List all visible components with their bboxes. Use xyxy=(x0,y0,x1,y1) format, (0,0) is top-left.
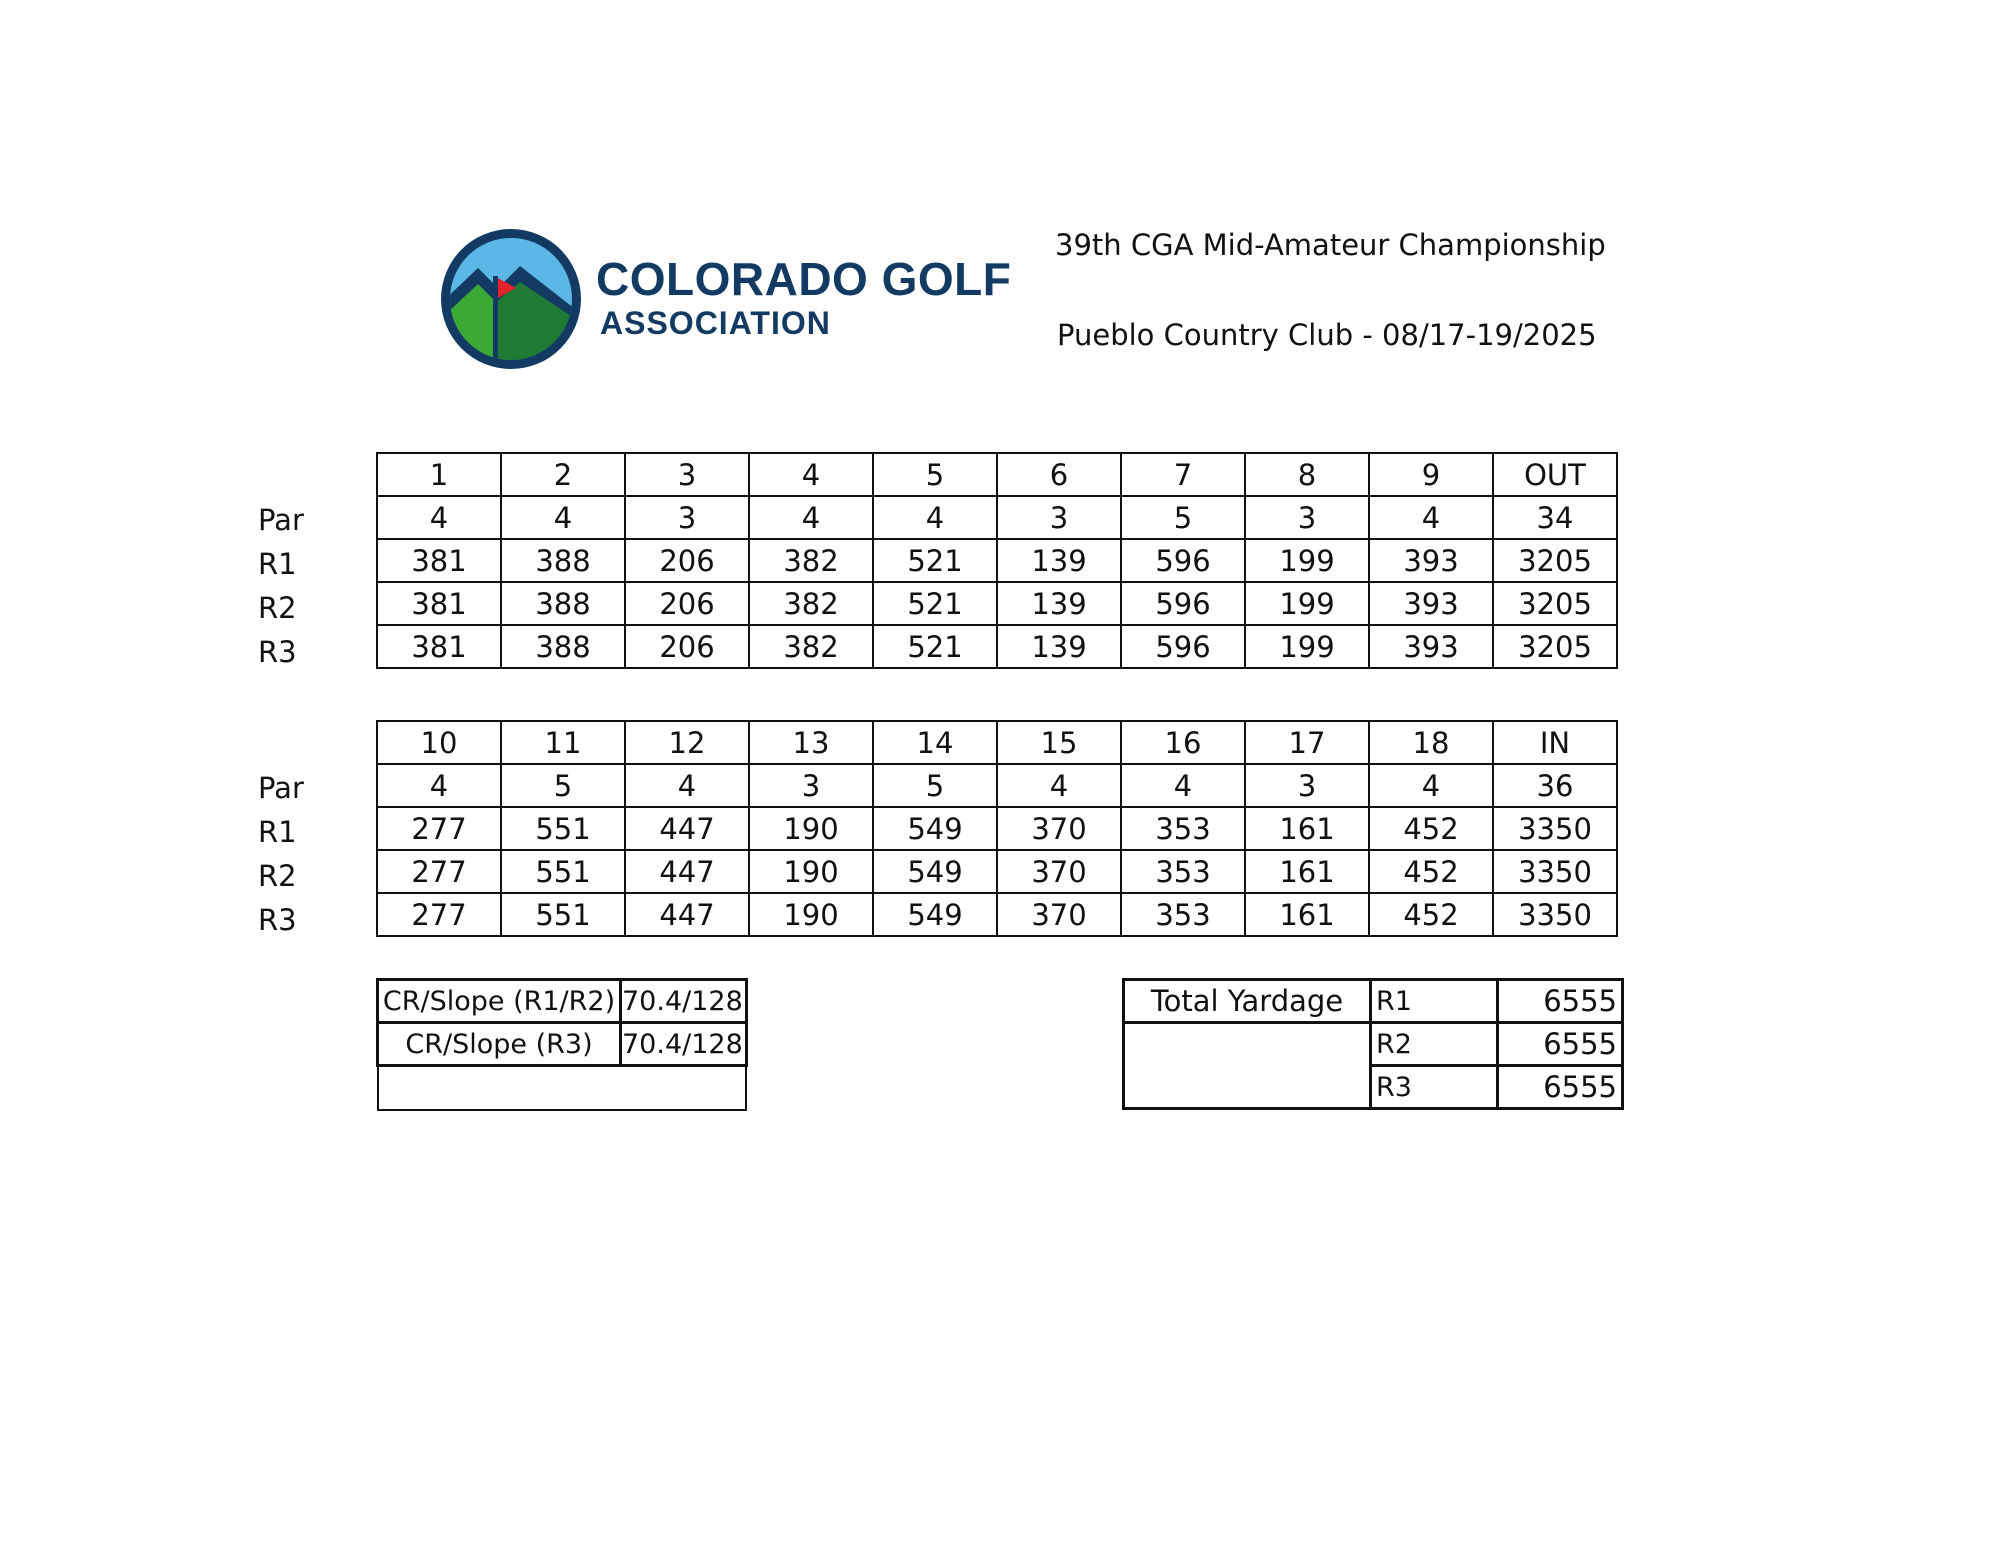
yardage-cell: 190 xyxy=(749,807,873,850)
scorecard-row-r3 xyxy=(377,893,1617,936)
logo-line-1: COLORADO GOLF xyxy=(596,253,1012,305)
yardage-cell: 199 xyxy=(1245,582,1369,625)
logo-wordmark xyxy=(596,254,1011,342)
yardage-row xyxy=(1124,1023,1623,1066)
yardage-cell: 381 xyxy=(377,582,501,625)
yardage-cell: 551 xyxy=(501,850,625,893)
par-cell: 3 xyxy=(625,496,749,539)
yardage-cell: 206 xyxy=(625,582,749,625)
par-cell: 34 xyxy=(1493,496,1617,539)
yardage-cell: 596 xyxy=(1121,625,1245,668)
yardage-cell: 393 xyxy=(1369,582,1493,625)
hole-number-row xyxy=(377,721,1617,764)
hole-number-cell: 15 xyxy=(997,721,1121,764)
yardage-cell: 370 xyxy=(997,893,1121,936)
cga-logo-icon xyxy=(438,226,584,372)
yardage-cell: 277 xyxy=(377,850,501,893)
yardage-round: R3 xyxy=(1371,1066,1498,1109)
yardage-cell: 388 xyxy=(501,625,625,668)
hole-number-cell: 6 xyxy=(997,453,1121,496)
yardage-cell: 549 xyxy=(873,893,997,936)
yardage-cell: 3205 xyxy=(1493,625,1617,668)
hole-number-cell: 13 xyxy=(749,721,873,764)
yardage-cell: 393 xyxy=(1369,539,1493,582)
course-rating-empty-row xyxy=(378,1066,747,1111)
yardage-cell: 206 xyxy=(625,539,749,582)
row-label-r3: R3 xyxy=(258,903,297,937)
yardage-cell: 139 xyxy=(997,625,1121,668)
cr-label: CR/Slope (R1/R2) xyxy=(378,980,621,1023)
empty-cell xyxy=(1124,1023,1371,1109)
yardage-row xyxy=(1124,980,1623,1023)
hole-number-cell: 8 xyxy=(1245,453,1369,496)
hole-number-cell: OUT xyxy=(1493,453,1617,496)
yardage-cell: 388 xyxy=(501,539,625,582)
yardage-cell: 353 xyxy=(1121,893,1245,936)
row-label-r2: R2 xyxy=(258,591,297,625)
hole-number-row xyxy=(377,453,1617,496)
back-nine-table xyxy=(376,720,1618,937)
course-rating-table xyxy=(376,978,748,1111)
hole-number-cell: 17 xyxy=(1245,721,1369,764)
yardage-cell: 161 xyxy=(1245,807,1369,850)
yardage-cell: 3350 xyxy=(1493,893,1617,936)
yardage-cell: 551 xyxy=(501,807,625,850)
yardage-value: 6555 xyxy=(1498,1066,1623,1109)
scorecard-row-r1 xyxy=(377,807,1617,850)
yardage-cell: 3205 xyxy=(1493,539,1617,582)
yardage-cell: 382 xyxy=(749,625,873,668)
yardage-cell: 277 xyxy=(377,893,501,936)
par-cell: 36 xyxy=(1493,764,1617,807)
hole-number-cell: 10 xyxy=(377,721,501,764)
scorecard-row-r2 xyxy=(377,850,1617,893)
course-rating-row xyxy=(378,980,747,1023)
yardage-value: 6555 xyxy=(1498,980,1623,1023)
yardage-cell: 3350 xyxy=(1493,850,1617,893)
yardage-cell: 199 xyxy=(1245,625,1369,668)
hole-number-cell: 16 xyxy=(1121,721,1245,764)
total-yardage-table xyxy=(1122,978,1624,1110)
yardage-round: R2 xyxy=(1371,1023,1498,1066)
yardage-cell: 382 xyxy=(749,539,873,582)
par-cell: 4 xyxy=(501,496,625,539)
yardage-cell: 452 xyxy=(1369,893,1493,936)
hole-number-cell: 12 xyxy=(625,721,749,764)
par-cell: 4 xyxy=(625,764,749,807)
yardage-cell: 277 xyxy=(377,807,501,850)
yardage-cell: 139 xyxy=(997,582,1121,625)
yardage-cell: 447 xyxy=(625,850,749,893)
back-row-labels xyxy=(258,766,358,942)
par-cell: 4 xyxy=(749,496,873,539)
empty-cell xyxy=(378,1066,747,1111)
yardage-cell: 521 xyxy=(873,625,997,668)
par-cell: 5 xyxy=(1121,496,1245,539)
cr-value: 70.4/128 xyxy=(621,1023,747,1066)
par-cell: 4 xyxy=(1369,496,1493,539)
row-label-par: Par xyxy=(258,503,304,537)
yardage-cell: 521 xyxy=(873,539,997,582)
row-label-par: Par xyxy=(258,771,304,805)
hole-number-cell: 11 xyxy=(501,721,625,764)
par-cell: 4 xyxy=(1369,764,1493,807)
row-label-r3: R3 xyxy=(258,635,297,669)
front-nine-table xyxy=(376,452,1618,669)
hole-number-cell: 14 xyxy=(873,721,997,764)
event-title: 39th CGA Mid-Amateur Championship xyxy=(1055,228,1606,262)
yardage-cell: 139 xyxy=(997,539,1121,582)
yardage-cell: 549 xyxy=(873,850,997,893)
par-cell: 5 xyxy=(873,764,997,807)
par-cell: 4 xyxy=(377,764,501,807)
hole-number-cell: 4 xyxy=(749,453,873,496)
scorecard-row-par xyxy=(377,496,1617,539)
par-cell: 5 xyxy=(501,764,625,807)
cr-label: CR/Slope (R3) xyxy=(378,1023,621,1066)
yardage-cell: 161 xyxy=(1245,893,1369,936)
yardage-cell: 190 xyxy=(749,850,873,893)
course-rating-row xyxy=(378,1023,747,1066)
scorecard-row-r2 xyxy=(377,582,1617,625)
yardage-cell: 381 xyxy=(377,625,501,668)
par-cell: 4 xyxy=(377,496,501,539)
hole-number-cell: 1 xyxy=(377,453,501,496)
row-label-r1: R1 xyxy=(258,547,297,581)
hole-number-cell: 9 xyxy=(1369,453,1493,496)
row-label-r1: R1 xyxy=(258,815,297,849)
hole-number-cell: 5 xyxy=(873,453,997,496)
yardage-cell: 206 xyxy=(625,625,749,668)
yardage-cell: 199 xyxy=(1245,539,1369,582)
yardage-cell: 370 xyxy=(997,850,1121,893)
par-cell: 3 xyxy=(997,496,1121,539)
yardage-cell: 393 xyxy=(1369,625,1493,668)
front-row-labels xyxy=(258,498,358,674)
yardage-cell: 190 xyxy=(749,893,873,936)
yardage-cell: 370 xyxy=(997,807,1121,850)
yardage-cell: 521 xyxy=(873,582,997,625)
yardage-cell: 447 xyxy=(625,893,749,936)
hole-number-cell: 3 xyxy=(625,453,749,496)
hole-number-cell: 2 xyxy=(501,453,625,496)
yardage-cell: 161 xyxy=(1245,850,1369,893)
logo-line-2: ASSOCIATION xyxy=(600,305,831,341)
yardage-value: 6555 xyxy=(1498,1023,1623,1066)
scorecard-row-r3 xyxy=(377,625,1617,668)
hole-number-cell: IN xyxy=(1493,721,1617,764)
par-cell: 3 xyxy=(1245,496,1369,539)
par-cell: 4 xyxy=(1121,764,1245,807)
yardage-cell: 388 xyxy=(501,582,625,625)
yardage-cell: 452 xyxy=(1369,850,1493,893)
yardage-cell: 353 xyxy=(1121,807,1245,850)
scorecard-row-par xyxy=(377,764,1617,807)
yardage-cell: 596 xyxy=(1121,582,1245,625)
event-subtitle: Pueblo Country Club - 08/17-19/2025 xyxy=(1057,318,1597,352)
hole-number-cell: 18 xyxy=(1369,721,1493,764)
yardage-cell: 447 xyxy=(625,807,749,850)
yardage-cell: 549 xyxy=(873,807,997,850)
total-yardage-label: Total Yardage xyxy=(1124,980,1371,1023)
hole-number-cell: 7 xyxy=(1121,453,1245,496)
par-cell: 4 xyxy=(997,764,1121,807)
yardage-cell: 353 xyxy=(1121,850,1245,893)
yardage-round: R1 xyxy=(1371,980,1498,1023)
yardage-cell: 551 xyxy=(501,893,625,936)
par-cell: 3 xyxy=(749,764,873,807)
cr-value: 70.4/128 xyxy=(621,980,747,1023)
yardage-cell: 452 xyxy=(1369,807,1493,850)
par-cell: 3 xyxy=(1245,764,1369,807)
row-label-r2: R2 xyxy=(258,859,297,893)
scorecard-row-r1 xyxy=(377,539,1617,582)
yardage-cell: 3350 xyxy=(1493,807,1617,850)
yardage-cell: 3205 xyxy=(1493,582,1617,625)
yardage-cell: 381 xyxy=(377,539,501,582)
par-cell: 4 xyxy=(873,496,997,539)
yardage-cell: 596 xyxy=(1121,539,1245,582)
yardage-cell: 382 xyxy=(749,582,873,625)
